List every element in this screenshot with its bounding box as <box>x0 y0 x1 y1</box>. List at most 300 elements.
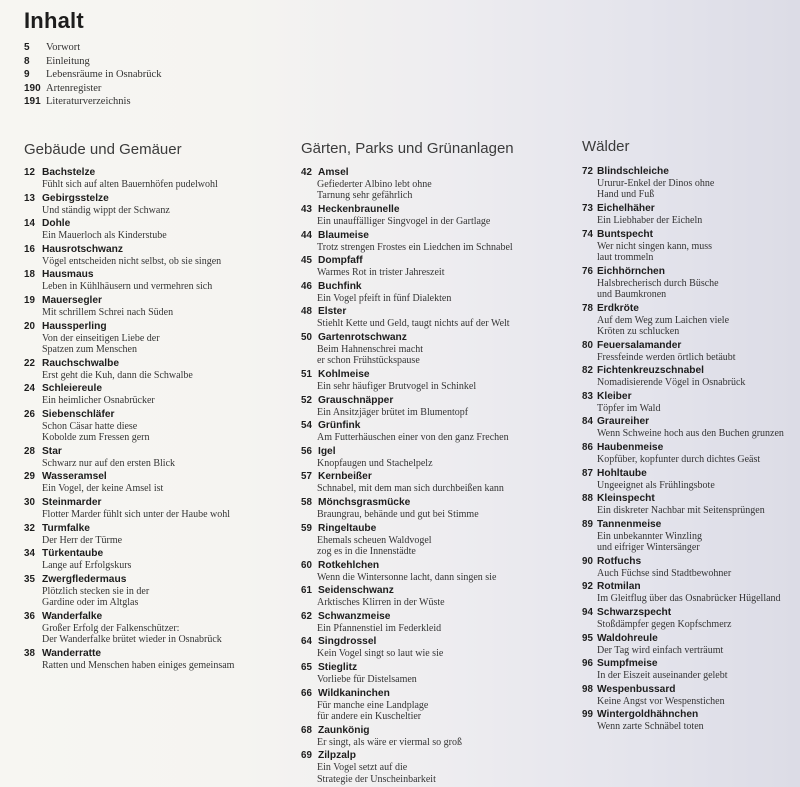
page-number: 87 <box>582 467 593 479</box>
page-number: 95 <box>582 632 593 644</box>
page-number: 69 <box>301 750 312 762</box>
entry-description: Schwarz nur auf den ersten Blick <box>42 457 176 469</box>
species-name: Turmfalke <box>42 522 90 534</box>
toc-entry[interactable] <box>582 684 784 707</box>
entry-description: Spatzen zum Menschen <box>42 343 137 355</box>
entry-description: Ratten und Menschen haben einiges gemeinsam <box>42 659 235 671</box>
toc-entry[interactable] <box>24 167 234 190</box>
entry-description: Töpfer im Wald <box>597 402 661 414</box>
page-number: 83 <box>582 390 593 402</box>
entry-head <box>24 471 234 483</box>
toc-entry[interactable] <box>582 493 784 516</box>
page-number: 48 <box>301 306 312 318</box>
page-number: 80 <box>582 339 593 351</box>
toc-entry[interactable] <box>582 365 784 388</box>
entry-head <box>24 358 234 370</box>
toc-entry[interactable] <box>301 585 513 608</box>
intro-item-label: Vorwort <box>46 42 81 54</box>
species-name: Gartenrotschwanz <box>318 331 407 343</box>
entry-description: Kobolde zum Fressen gern <box>42 432 150 444</box>
intro-item-label: Einleitung <box>46 55 90 67</box>
entry-head <box>24 295 234 307</box>
toc-entry[interactable] <box>582 266 784 301</box>
toc-entry[interactable] <box>301 662 513 685</box>
intro-item-label: Literaturverzeichnis <box>46 96 131 108</box>
species-name: Wasseramsel <box>42 471 107 483</box>
entry-head <box>24 446 234 458</box>
page-number: 66 <box>301 687 312 699</box>
page-number: 12 <box>24 167 35 178</box>
intro-item-label: Lebensräume in Osnabrück <box>46 69 162 81</box>
entry-head <box>582 658 784 670</box>
toc-entry[interactable] <box>582 581 784 604</box>
entry-head <box>301 369 513 381</box>
species-name: Türkentaube <box>42 548 104 560</box>
page-number: 190 <box>24 82 41 94</box>
entry-description: Schnabel, mit dem man sich durchbeißen kann <box>317 483 504 495</box>
page-number: 99 <box>582 709 593 721</box>
entry-description: Großer Erfolg der Falkenschützer: <box>42 622 180 634</box>
toc-entry[interactable] <box>582 303 784 338</box>
page-number: 64 <box>301 636 312 648</box>
entry-head <box>24 611 234 623</box>
toc-entry[interactable] <box>24 574 234 609</box>
entry-description: Vorliebe für Distelsamen <box>317 673 417 685</box>
toc-entry[interactable] <box>301 255 513 278</box>
entry-list <box>301 167 513 787</box>
entry-description: Mit schrillem Schrei nach Süden <box>42 306 174 318</box>
entry-description: Kein Vogel singt so laut wie sie <box>317 648 444 660</box>
toc-entry[interactable] <box>24 358 234 381</box>
entry-description: und Baumkronen <box>597 289 667 300</box>
species-name: Graureiher <box>597 416 650 428</box>
entry-head <box>24 321 234 333</box>
toc-entry[interactable] <box>301 281 513 304</box>
entry-description: für andere ein Kuscheltier <box>317 710 422 722</box>
toc-entry[interactable] <box>301 688 513 723</box>
entry-head <box>582 556 784 568</box>
entry-head <box>582 166 784 178</box>
entry-description: Wer nicht singen kann, muss <box>597 240 713 252</box>
page-number: 68 <box>301 724 312 736</box>
species-name: Rotmilan <box>597 581 641 593</box>
species-name: Heckenbraunelle <box>318 204 400 215</box>
species-name: Bachstelze <box>42 167 96 178</box>
entry-head <box>24 383 234 395</box>
toc-entry[interactable] <box>301 636 513 659</box>
toc-entry[interactable] <box>24 295 234 318</box>
toc-entry[interactable] <box>24 446 234 469</box>
entry-description: Gefiederter Albino lebt ohne <box>317 179 432 190</box>
page-number: 14 <box>24 218 35 230</box>
toc-entry[interactable] <box>301 471 513 494</box>
species-name: Rotkehlchen <box>318 559 380 571</box>
entry-head <box>582 607 784 619</box>
entry-description: Ein unauffälliger Singvogel in der Gartlage <box>317 216 491 227</box>
toc-entry[interactable] <box>24 409 234 444</box>
entry-head <box>301 255 513 267</box>
page-number: 44 <box>301 229 312 241</box>
entry-description: Wenn zarte Schnäbel toten <box>597 721 704 733</box>
entry-description: Knopfaugen und Stachelpelz <box>317 457 433 469</box>
entry-description: Auf dem Weg zum Laichen viele <box>597 314 730 326</box>
entry-description: Plötzlich stecken sie in der <box>42 585 150 597</box>
page-number: 36 <box>24 610 35 622</box>
page-number: 46 <box>301 280 312 292</box>
page-number: 24 <box>24 383 35 395</box>
entry-head <box>24 574 234 586</box>
entry-head <box>24 648 234 660</box>
species-name: Schwarzspecht <box>597 606 672 618</box>
entry-description: Ein diskreter Nachbar mit Seitensprüngen <box>597 505 765 517</box>
page-title: Inhalt <box>24 8 84 33</box>
section-forests <box>582 138 784 733</box>
toc-entry[interactable] <box>24 497 234 520</box>
species-name: Elster <box>318 306 347 318</box>
entry-description: Der Wanderfalke brütet wieder in Osnabrück <box>42 634 222 646</box>
species-name: Blindschleiche <box>597 166 669 177</box>
entry-head <box>582 203 784 215</box>
page-number: 56 <box>301 445 312 457</box>
page-number: 98 <box>582 683 593 695</box>
entry-description: Der Tag wird einfach verträumt <box>597 644 724 656</box>
toc-entry[interactable] <box>301 497 513 520</box>
page-number: 191 <box>24 96 41 108</box>
toc-entry[interactable] <box>24 611 234 646</box>
toc-entry[interactable] <box>301 523 513 558</box>
toc-entry[interactable] <box>582 203 784 226</box>
species-name: Erdkröte <box>597 302 639 314</box>
page-number: 18 <box>24 269 35 281</box>
entry-description: Kopfüber, kopfunter durch dichtes Geäst <box>597 453 761 465</box>
entry-head <box>301 725 513 737</box>
species-name: Zwergfledermaus <box>42 573 127 585</box>
toc-entry[interactable] <box>24 244 234 267</box>
entry-head <box>301 611 513 623</box>
page-number: 88 <box>582 493 593 505</box>
page-number: 54 <box>301 420 312 432</box>
entry-description: Beim Hahnenschrei macht <box>317 343 424 355</box>
toc-entry[interactable] <box>301 306 513 329</box>
species-name: Dohle <box>42 218 71 230</box>
toc-entry[interactable] <box>301 230 513 253</box>
entry-head <box>582 709 784 721</box>
toc-entry[interactable] <box>301 446 513 469</box>
toc-entry[interactable] <box>301 167 513 202</box>
entry-head <box>582 468 784 480</box>
entry-description: Ein Liebhaber der Eicheln <box>597 215 703 226</box>
entry-description: und eifriger Wintersänger <box>597 542 700 554</box>
page-number: 65 <box>301 661 312 673</box>
entry-description: Ein Vogel setzt auf die <box>317 762 408 774</box>
toc-entry[interactable] <box>301 611 513 634</box>
page-number: 58 <box>301 496 312 508</box>
page-number: 35 <box>24 573 35 585</box>
entry-description: Nomadisierende Vögel in Osnabrück <box>597 377 746 389</box>
entry-head <box>24 218 234 230</box>
entry-description: Ein unbekannter Winzling <box>597 530 702 542</box>
page-number: 90 <box>582 555 593 567</box>
species-name: Schleiereule <box>42 383 103 395</box>
entry-description: Schon Cäsar hatte diese <box>42 420 138 432</box>
page-number: 74 <box>582 228 593 240</box>
species-name: Zaunkönig <box>318 724 370 736</box>
species-name: Blaumeise <box>318 229 369 241</box>
toc-entry[interactable] <box>301 750 513 785</box>
page-number: 13 <box>24 192 35 204</box>
toc-entry[interactable] <box>582 607 784 630</box>
toc-entry[interactable] <box>301 560 513 583</box>
species-name: Haussperling <box>42 320 107 332</box>
page-number: 50 <box>301 331 312 343</box>
species-name: Dompfaff <box>318 255 363 267</box>
entry-description: Im Gleitflug über das Osnabrücker Hügelland <box>597 593 781 605</box>
entry-list <box>582 166 784 735</box>
page-number: 8 <box>24 55 30 67</box>
toc-entry[interactable] <box>582 519 784 554</box>
entry-head <box>301 306 513 318</box>
page-number: 28 <box>24 445 35 457</box>
intro-list <box>24 41 161 109</box>
entry-head <box>24 269 234 281</box>
intro-item[interactable] <box>24 55 161 69</box>
species-name: Schwanzmeise <box>318 610 391 622</box>
entry-description: In der Eiszeit auseinander gelebt <box>597 670 728 682</box>
species-name: Igel <box>318 445 336 457</box>
toc-entry[interactable] <box>24 321 234 356</box>
entry-description: Ein heimlicher Osnabrücker <box>42 395 155 407</box>
species-name: Rotfuchs <box>597 555 642 567</box>
entry-head <box>582 493 784 505</box>
toc-entry[interactable] <box>582 658 784 681</box>
species-name: Zilpzalp <box>318 750 356 762</box>
page-number: 60 <box>301 559 312 571</box>
page-number: 43 <box>301 204 312 215</box>
section-gardens <box>301 140 514 785</box>
entry-description: er schon Frühstückspause <box>317 355 420 367</box>
toc-entry[interactable] <box>582 633 784 656</box>
entry-head <box>301 750 513 762</box>
toc-entry[interactable] <box>301 725 513 748</box>
species-name: Haubenmeise <box>597 441 664 453</box>
page-number: 92 <box>582 581 593 593</box>
toc-entry[interactable] <box>24 269 234 292</box>
page-number: 19 <box>24 294 35 306</box>
intro-item[interactable] <box>24 95 161 109</box>
species-name: Hohltaube <box>597 467 647 479</box>
entry-description: Auch Füchse sind Stadtbewohner <box>597 567 732 579</box>
page-number: 73 <box>582 203 593 214</box>
intro-item-label: Artenregister <box>46 82 102 94</box>
species-name: Wanderfalke <box>42 610 103 622</box>
species-name: Hausmaus <box>42 269 94 281</box>
species-name: Mauersegler <box>42 294 103 306</box>
entry-head <box>582 684 784 696</box>
entry-head <box>582 416 784 428</box>
species-name: Ringeltaube <box>318 522 377 534</box>
intro-item[interactable] <box>24 68 161 82</box>
toc-entry[interactable] <box>24 523 234 546</box>
entry-head <box>582 303 784 315</box>
entry-head <box>301 523 513 535</box>
page-number: 61 <box>301 585 312 597</box>
toc-entry[interactable] <box>582 229 784 264</box>
page-number: 52 <box>301 394 312 406</box>
entry-head <box>24 244 234 256</box>
page-number: 38 <box>24 647 35 659</box>
species-name: Grauschnäpper <box>318 394 394 406</box>
toc-entry[interactable] <box>582 468 784 491</box>
page-number: 59 <box>301 522 312 534</box>
section-heading: Wälder <box>582 138 630 155</box>
page-number: 72 <box>582 166 593 177</box>
toc-entry[interactable] <box>582 442 784 465</box>
entry-head <box>24 523 234 535</box>
species-name: Kleinspecht <box>597 493 655 505</box>
toc-entry[interactable] <box>24 383 234 406</box>
toc-entry[interactable] <box>582 556 784 579</box>
toc-entry[interactable] <box>301 204 513 227</box>
entry-head <box>24 193 234 205</box>
page-number: 42 <box>301 167 312 178</box>
entry-description: Leben in Kühlhäusern und vermehren sich <box>42 281 213 293</box>
entry-description: Ein Vogel, der keine Amsel ist <box>42 483 164 495</box>
species-name: Kernbeißer <box>318 471 372 483</box>
entry-description: zog es in die Innenstädte <box>317 545 416 557</box>
species-name: Seidenschwanz <box>318 585 394 597</box>
page-number: 30 <box>24 496 35 508</box>
entry-head <box>582 340 784 352</box>
page-number: 45 <box>301 255 312 267</box>
intro-item[interactable] <box>24 82 161 96</box>
entry-description: Trotz strengen Frostes ein Liedchen im Schnabel <box>317 241 513 253</box>
page-number: 20 <box>24 320 35 332</box>
toc-entry[interactable] <box>24 218 234 241</box>
entry-head <box>301 230 513 242</box>
entry-description: Kröten zu schlucken <box>597 326 680 337</box>
page-number: 22 <box>24 357 35 369</box>
page-number: 26 <box>24 408 35 420</box>
entry-description: Ein sehr häufiger Brutvogel in Schinkel <box>317 380 477 392</box>
entry-description: Erst geht die Kuh, dann die Schwalbe <box>42 369 193 381</box>
species-name: Fichtenkreuzschnabel <box>597 365 704 377</box>
section-heading: Gebäude und Gemäuer <box>24 141 182 158</box>
page-number: 16 <box>24 243 35 255</box>
entry-head <box>582 581 784 593</box>
entry-head <box>301 471 513 483</box>
species-name: Tannenmeise <box>597 518 662 530</box>
species-name: Sumpfmeise <box>597 658 658 670</box>
toc-entry[interactable] <box>582 391 784 414</box>
species-name: Steinmarder <box>42 496 102 508</box>
species-name: Eichelhäher <box>597 203 655 214</box>
entry-description: Keine Angst vor Wespenstichen <box>597 695 725 707</box>
toc-entry[interactable] <box>582 709 784 732</box>
species-name: Star <box>42 445 62 457</box>
entry-description: Wenn Schweine hoch aus den Buchen grunzen <box>597 428 784 440</box>
page-number: 86 <box>582 441 593 453</box>
page-number: 96 <box>582 658 593 670</box>
entry-description: Hand und Fuß <box>597 189 655 201</box>
entry-description: Stiehlt Kette und Geld, taugt nichts auf der Welt <box>317 318 510 330</box>
toc-entry[interactable] <box>301 395 513 418</box>
species-name: Eichhörnchen <box>597 265 665 277</box>
toc-entry[interactable] <box>582 166 784 201</box>
entry-head <box>301 585 513 597</box>
entry-description: Wenn die Wintersonne lacht, dann singen sie <box>317 571 497 583</box>
toc-entry[interactable] <box>301 332 513 367</box>
entry-head <box>24 548 234 560</box>
species-name: Gebirgsstelze <box>42 192 109 204</box>
entry-head <box>24 409 234 421</box>
entry-description: Ungeeignet als Frühlingsbote <box>597 479 715 491</box>
entry-description: Warmes Rot in trister Jahreszeit <box>317 267 445 279</box>
entry-description: Strategie der Unscheinbarkeit <box>317 773 436 785</box>
toc-entry[interactable] <box>582 340 784 363</box>
page-number: 5 <box>24 42 30 54</box>
species-name: Feuersalamander <box>597 339 682 351</box>
species-name: Buntspecht <box>597 228 654 240</box>
species-name: Rauchschwalbe <box>42 357 119 369</box>
toc-entry[interactable] <box>24 193 234 216</box>
entry-head <box>301 332 513 344</box>
page-number: 51 <box>301 368 312 380</box>
species-name: Grünfink <box>318 420 361 432</box>
entry-head <box>301 560 513 572</box>
species-name: Amsel <box>318 167 349 178</box>
species-name: Mönchsgrasmücke <box>318 496 411 508</box>
entry-head <box>301 167 513 179</box>
toc-entry[interactable] <box>301 420 513 443</box>
entry-head <box>301 420 513 432</box>
entry-description: Halsbrecherisch durch Büsche <box>597 277 719 289</box>
toc-entry[interactable] <box>301 369 513 392</box>
species-name: Wintergoldhähnchen <box>597 709 699 721</box>
toc-entry[interactable] <box>24 471 234 494</box>
entry-description: laut trommeln <box>597 252 654 263</box>
page-number: 9 <box>24 69 30 81</box>
entry-description: Er singt, als wäre er viermal so groß <box>317 736 462 748</box>
entry-description: Vögel entscheiden nicht selbst, ob sie singen <box>42 255 222 267</box>
entry-head <box>301 204 513 216</box>
entry-head <box>301 636 513 648</box>
intro-item[interactable] <box>24 41 161 55</box>
page-number: 32 <box>24 522 35 534</box>
entry-head <box>301 281 513 293</box>
entry-description: Stoßdämpfer gegen Kopfschmerz <box>597 618 732 630</box>
entry-description: Ein Ansitzjäger brütet im Blumentopf <box>317 406 469 418</box>
entry-description: Braungrau, behände und gut bei Stimme <box>317 508 479 520</box>
page-number: 89 <box>582 518 593 530</box>
species-name: Kleiber <box>597 390 632 402</box>
species-name: Siebenschläfer <box>42 408 115 420</box>
page-number: 78 <box>582 302 593 314</box>
toc-entry[interactable] <box>582 416 784 439</box>
entry-description: Lange auf Erfolgskurs <box>42 560 132 572</box>
species-name: Hausrotschwanz <box>42 243 123 255</box>
entry-description: Von der einseitigen Liebe der <box>42 332 160 344</box>
entry-description: Der Herr der Türme <box>42 534 123 546</box>
page-number: 57 <box>301 471 312 483</box>
entry-head <box>582 442 784 454</box>
toc-entry[interactable] <box>24 548 234 571</box>
species-name: Wildkaninchen <box>318 687 390 699</box>
page-number: 76 <box>582 265 593 277</box>
toc-entry[interactable] <box>24 648 234 671</box>
entry-head <box>582 266 784 278</box>
entry-head <box>24 167 234 179</box>
entry-head <box>301 497 513 509</box>
